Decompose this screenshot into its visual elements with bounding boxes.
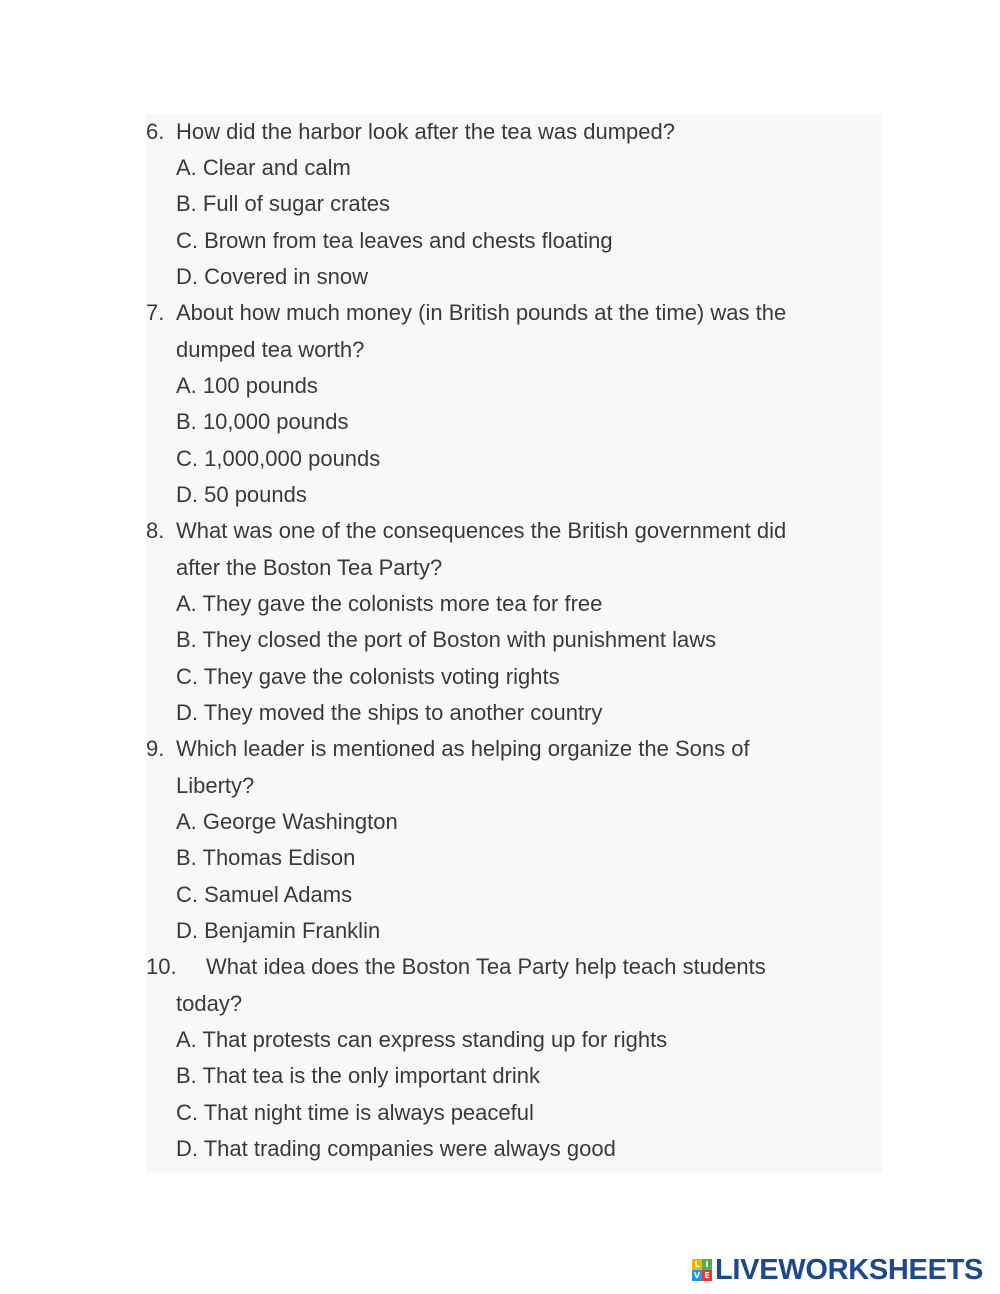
option-text: B. Thomas Edison <box>176 845 356 870</box>
option-text: A. That protests can express standing up for rights <box>176 1027 668 1052</box>
logo-icon-letter: I <box>702 1259 712 1270</box>
option-text: B. They closed the port of Boston with punishment laws <box>176 627 717 652</box>
option-text: B. 10,000 pounds <box>176 409 349 434</box>
option-text: A. They gave the colonists more tea for free <box>176 591 603 616</box>
option-text: B. Full of sugar crates <box>176 191 390 216</box>
question-number: 9. <box>146 736 165 761</box>
option-text: B. That tea is the only important drink <box>176 1063 540 1088</box>
option-text: C. Brown from tea leaves and chests floating <box>176 228 613 253</box>
logo-icon-letter: L <box>692 1259 702 1270</box>
question-text: after the Boston Tea Party? <box>176 555 443 580</box>
option-text: C. Samuel Adams <box>176 882 353 907</box>
question-text: About how much money (in British pounds at the time) was the <box>176 300 787 325</box>
question-number: 6. <box>146 119 165 144</box>
option-text: D. They moved the ships to another country <box>176 700 603 725</box>
question-text: Liberty? <box>176 773 255 798</box>
logo-text: LIVEWORKSHEETS <box>715 1254 984 1286</box>
question-text: How did the harbor look after the tea was dumped? <box>176 119 675 144</box>
question-text: What idea does the Boston Tea Party help teach students <box>206 954 766 979</box>
option-text: C. 1,000,000 pounds <box>176 446 381 471</box>
option-text: D. Covered in snow <box>176 264 368 289</box>
question-number: 7. <box>146 300 165 325</box>
question-text: today? <box>176 991 243 1016</box>
liveworksheets-icon <box>692 1259 712 1281</box>
logo-icon-letter: E <box>702 1270 712 1281</box>
option-text: A. 100 pounds <box>176 373 318 398</box>
option-text: D. 50 pounds <box>176 482 307 507</box>
question-number: 8. <box>146 518 165 543</box>
quiz-panel <box>146 114 882 1172</box>
question-text: dumped tea worth? <box>176 337 365 362</box>
option-text: A. George Washington <box>176 809 398 834</box>
question-text: Which leader is mentioned as helping organize the Sons of <box>176 736 750 761</box>
option-text: C. They gave the colonists voting rights <box>176 664 560 689</box>
option-text: D. That trading companies were always good <box>176 1136 616 1161</box>
liveworksheets-logo[interactable] <box>692 1255 983 1285</box>
option-text: D. Benjamin Franklin <box>176 918 381 943</box>
logo-icon-letter: V <box>693 1271 701 1280</box>
option-text: A. Clear and calm <box>176 155 351 180</box>
question-text: What was one of the consequences the British government did <box>176 518 787 543</box>
option-text: C. That night time is always peaceful <box>176 1100 534 1125</box>
question-number: 10. <box>146 954 177 979</box>
